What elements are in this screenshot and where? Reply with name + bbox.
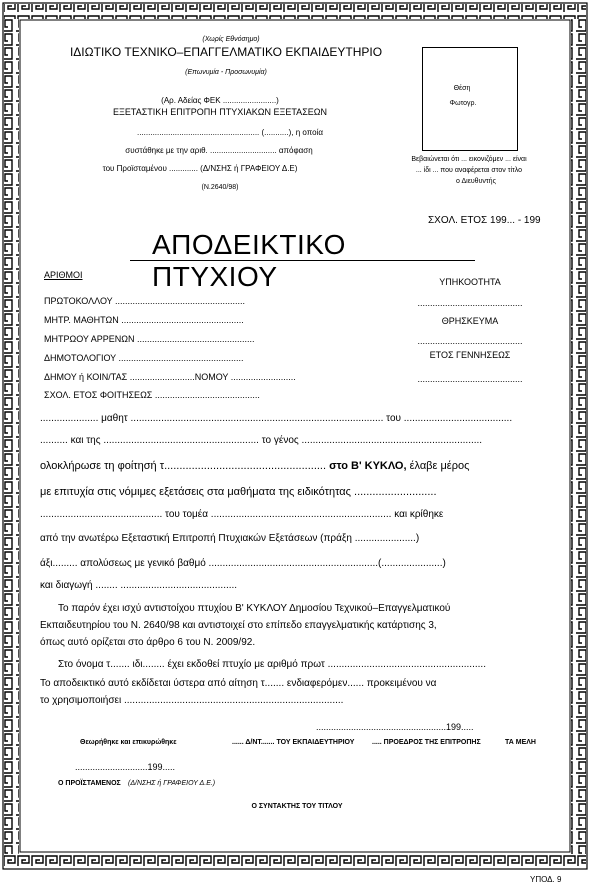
which-line: ....................................................... (...........), η οποία bbox=[137, 128, 323, 137]
institute-name: ΙΔΙΩΤΙΚΟ ΤΕΧΝΙΚΟ–ΕΠΑΓΓΕΛΜΑΤΙΚΟ ΕΚΠΑΙΔΕΥΤΗΡΙΟ bbox=[69, 45, 383, 59]
religion-label: ΘΡΗΣΚΕΥΜΑ bbox=[441, 316, 499, 326]
license-line: (Αρ. Αδείας ΦΕΚ ........................) bbox=[161, 96, 279, 105]
student-reg-field: ΜΗΤΡ. ΜΑΘΗΤΩΝ ................................................. bbox=[44, 315, 244, 325]
validity-paragraph-line-2: Εκπαιδευτηρίου του Ν. 2640/98 και αντιστοιχεί στο επίπεδο επαγγελματικής κατάρτισης 3, bbox=[40, 620, 437, 631]
birth-year-label: ΕΤΟΣ ΓΕΝΝΗΣΕΩΣ bbox=[429, 350, 511, 360]
photo-placeholder bbox=[422, 47, 518, 151]
exams-line: με επιτυχία στις νόμιμες εξετάσεις στα μαθήματα της ειδικότητας ........................... bbox=[40, 486, 437, 498]
no-seal-note: (Χωρίς Εθνόσημο) bbox=[202, 36, 260, 43]
issue-date: ....................................................199..... bbox=[316, 722, 474, 732]
law-reference: (Ν.2640/98) bbox=[201, 184, 239, 191]
members-label: ΤΑ ΜΕΛΗ bbox=[505, 739, 536, 746]
president-label: ..... ΠΡΟΕΔΡΟΣ ΤΗΣ ΕΠΙΤΡΟΠΗΣ bbox=[372, 739, 481, 746]
photo-cert-3: ο Διευθυντής bbox=[456, 178, 496, 185]
photo-label-2: Φωτογρ. bbox=[449, 100, 477, 107]
validity-paragraph-line-3: όπως αυτό ορίζεται στο άρθρο 6 του Ν. 2009/92. bbox=[40, 637, 256, 648]
photo-cert-2: ... ίδι ... που αναφέρεται στον τίτλο bbox=[415, 167, 523, 174]
constituted-line: συστάθηκε με την αριθ. .............................. απόφαση bbox=[125, 146, 313, 155]
completed-line: ολοκλήρωσε τη φοίτησή τ..................................................... στο Β' ΚΥΚΛΟ, έλαβε μέρος bbox=[40, 460, 470, 472]
student-line: ..................... μαθητ ........................................................................................... του ....................................... bbox=[40, 413, 513, 424]
school-year: ΣΧΟΛ. ΕΤΟΣ 199... - 199 bbox=[428, 215, 541, 226]
conduct-line: και διαγωγή ........ .......................................... bbox=[40, 580, 238, 591]
birth-year-dots: .......................................... bbox=[417, 374, 523, 384]
protocol-field: ΠΡΩΤΟΚΟΛΛΟΥ .................................................... bbox=[44, 296, 246, 306]
validity-paragraph-line-1: Το παρόν έχει ισχύ αντιστοίχου πτυχίου Β' ΚΥΚΛΟΥ Δημοσίου Τεχνικού–Επαγγελματικού bbox=[58, 603, 451, 614]
viewed-label: Θεωρήθηκε και επικυρώθηκε bbox=[80, 739, 177, 746]
request-line-2: το χρησιμοποιήσει ............................................................................... bbox=[40, 695, 344, 706]
citizenship-label: ΥΠΗΚΟΟΤΗΤΑ bbox=[439, 277, 501, 287]
committee-title: ΕΞΕΤΑΣΤΙΚΗ ΕΠΙΤΡΟΠΗ ΠΤΥΧΙΑΚΩΝ ΕΞΕΤΑΣΕΩΝ bbox=[113, 107, 327, 117]
religion-dots: .......................................... bbox=[417, 336, 523, 346]
name-note: (Επωνυμία - Προσωνυμία) bbox=[185, 69, 267, 76]
grade-line: άξι......... απολύσεως με γενικό βαθμό .............................................................(......................) bbox=[40, 558, 446, 569]
director-label: ...... Δ/ΝΤ....... ΤΟΥ ΕΚΠΑΙΔΕΥΤΗΡΙΟΥ bbox=[232, 739, 355, 746]
issuer-label: Ο ΣΥΝΤΑΚΤΗΣ ΤΟΥ ΤΙΤΛΟΥ bbox=[251, 803, 343, 810]
sector-line: ............................................ του τομέα ................................................................. και κρίθηκε bbox=[40, 509, 444, 520]
head-label: Ο ΠΡΟΪΣΤΑΜΕΝΟΣ bbox=[58, 780, 121, 787]
title-underline bbox=[130, 260, 475, 261]
document-title: ΑΠΟΔΕΙΚΤΙΚΟ ΠΤΥΧΙΟΥ bbox=[152, 229, 346, 292]
photo-label-1: Θέση bbox=[453, 85, 471, 92]
head-line: του Προϊσταμένου ............. (Δ/ΝΣΗΣ ή ΓΡΑΦΕΙΟΥ Δ.Ε) bbox=[102, 164, 298, 173]
request-line-1: Το αποδεικτικό αυτό εκδίδεται ύστερα από αίτηση τ....... ενδιαφερόμεν...... προκειμένου να bbox=[40, 678, 437, 689]
committee-decision-line: από την ανωτέρω Εξεταστική Επιτροπή Πτυχιακών Εξετάσεων (πράξη ......................) bbox=[40, 533, 420, 544]
citizenship-dots: .......................................... bbox=[417, 298, 523, 308]
registry-heading: ΑΡΙΘΜΟΙ bbox=[44, 270, 83, 280]
photo-cert-1: Βεβαιώνεται ότι ... εικονιζόμεν ... είναι bbox=[411, 156, 527, 163]
male-reg-field: ΜΗΤΡΩΟΥ ΑΡΡΕΝΩΝ ............................................... bbox=[44, 334, 255, 344]
municipal-reg-field: ΔΗΜΟΤΟΛΟΓΙΟΥ .................................................. bbox=[44, 353, 244, 363]
mother-line: .......... και της ........................................................ το γένος ................................................................. bbox=[40, 435, 483, 446]
issued-line: Στο όνομα τ....... ιδι........ έχει εκδοθεί πτυχίο με αριθμό πρωτ ......................................................... bbox=[58, 659, 486, 670]
page-number: ΥΠΟΔ. 9 bbox=[530, 875, 562, 884]
head-date: .............................199..... bbox=[75, 762, 176, 772]
head-note: (Δ/ΝΣΗΣ ή ΓΡΑΦΕΙΟΥ Δ.Ε.) bbox=[128, 780, 216, 787]
municipality-field: ΔΗΜΟΥ ή ΚΟΙΝ/ΤΑΣ ..........................ΝΟΜΟΥ .......................... bbox=[44, 372, 296, 382]
study-year-field: ΣΧΟΛ. ΕΤΟΣ ΦΟΙΤΗΣΕΩΣ .......................................... bbox=[44, 390, 260, 400]
